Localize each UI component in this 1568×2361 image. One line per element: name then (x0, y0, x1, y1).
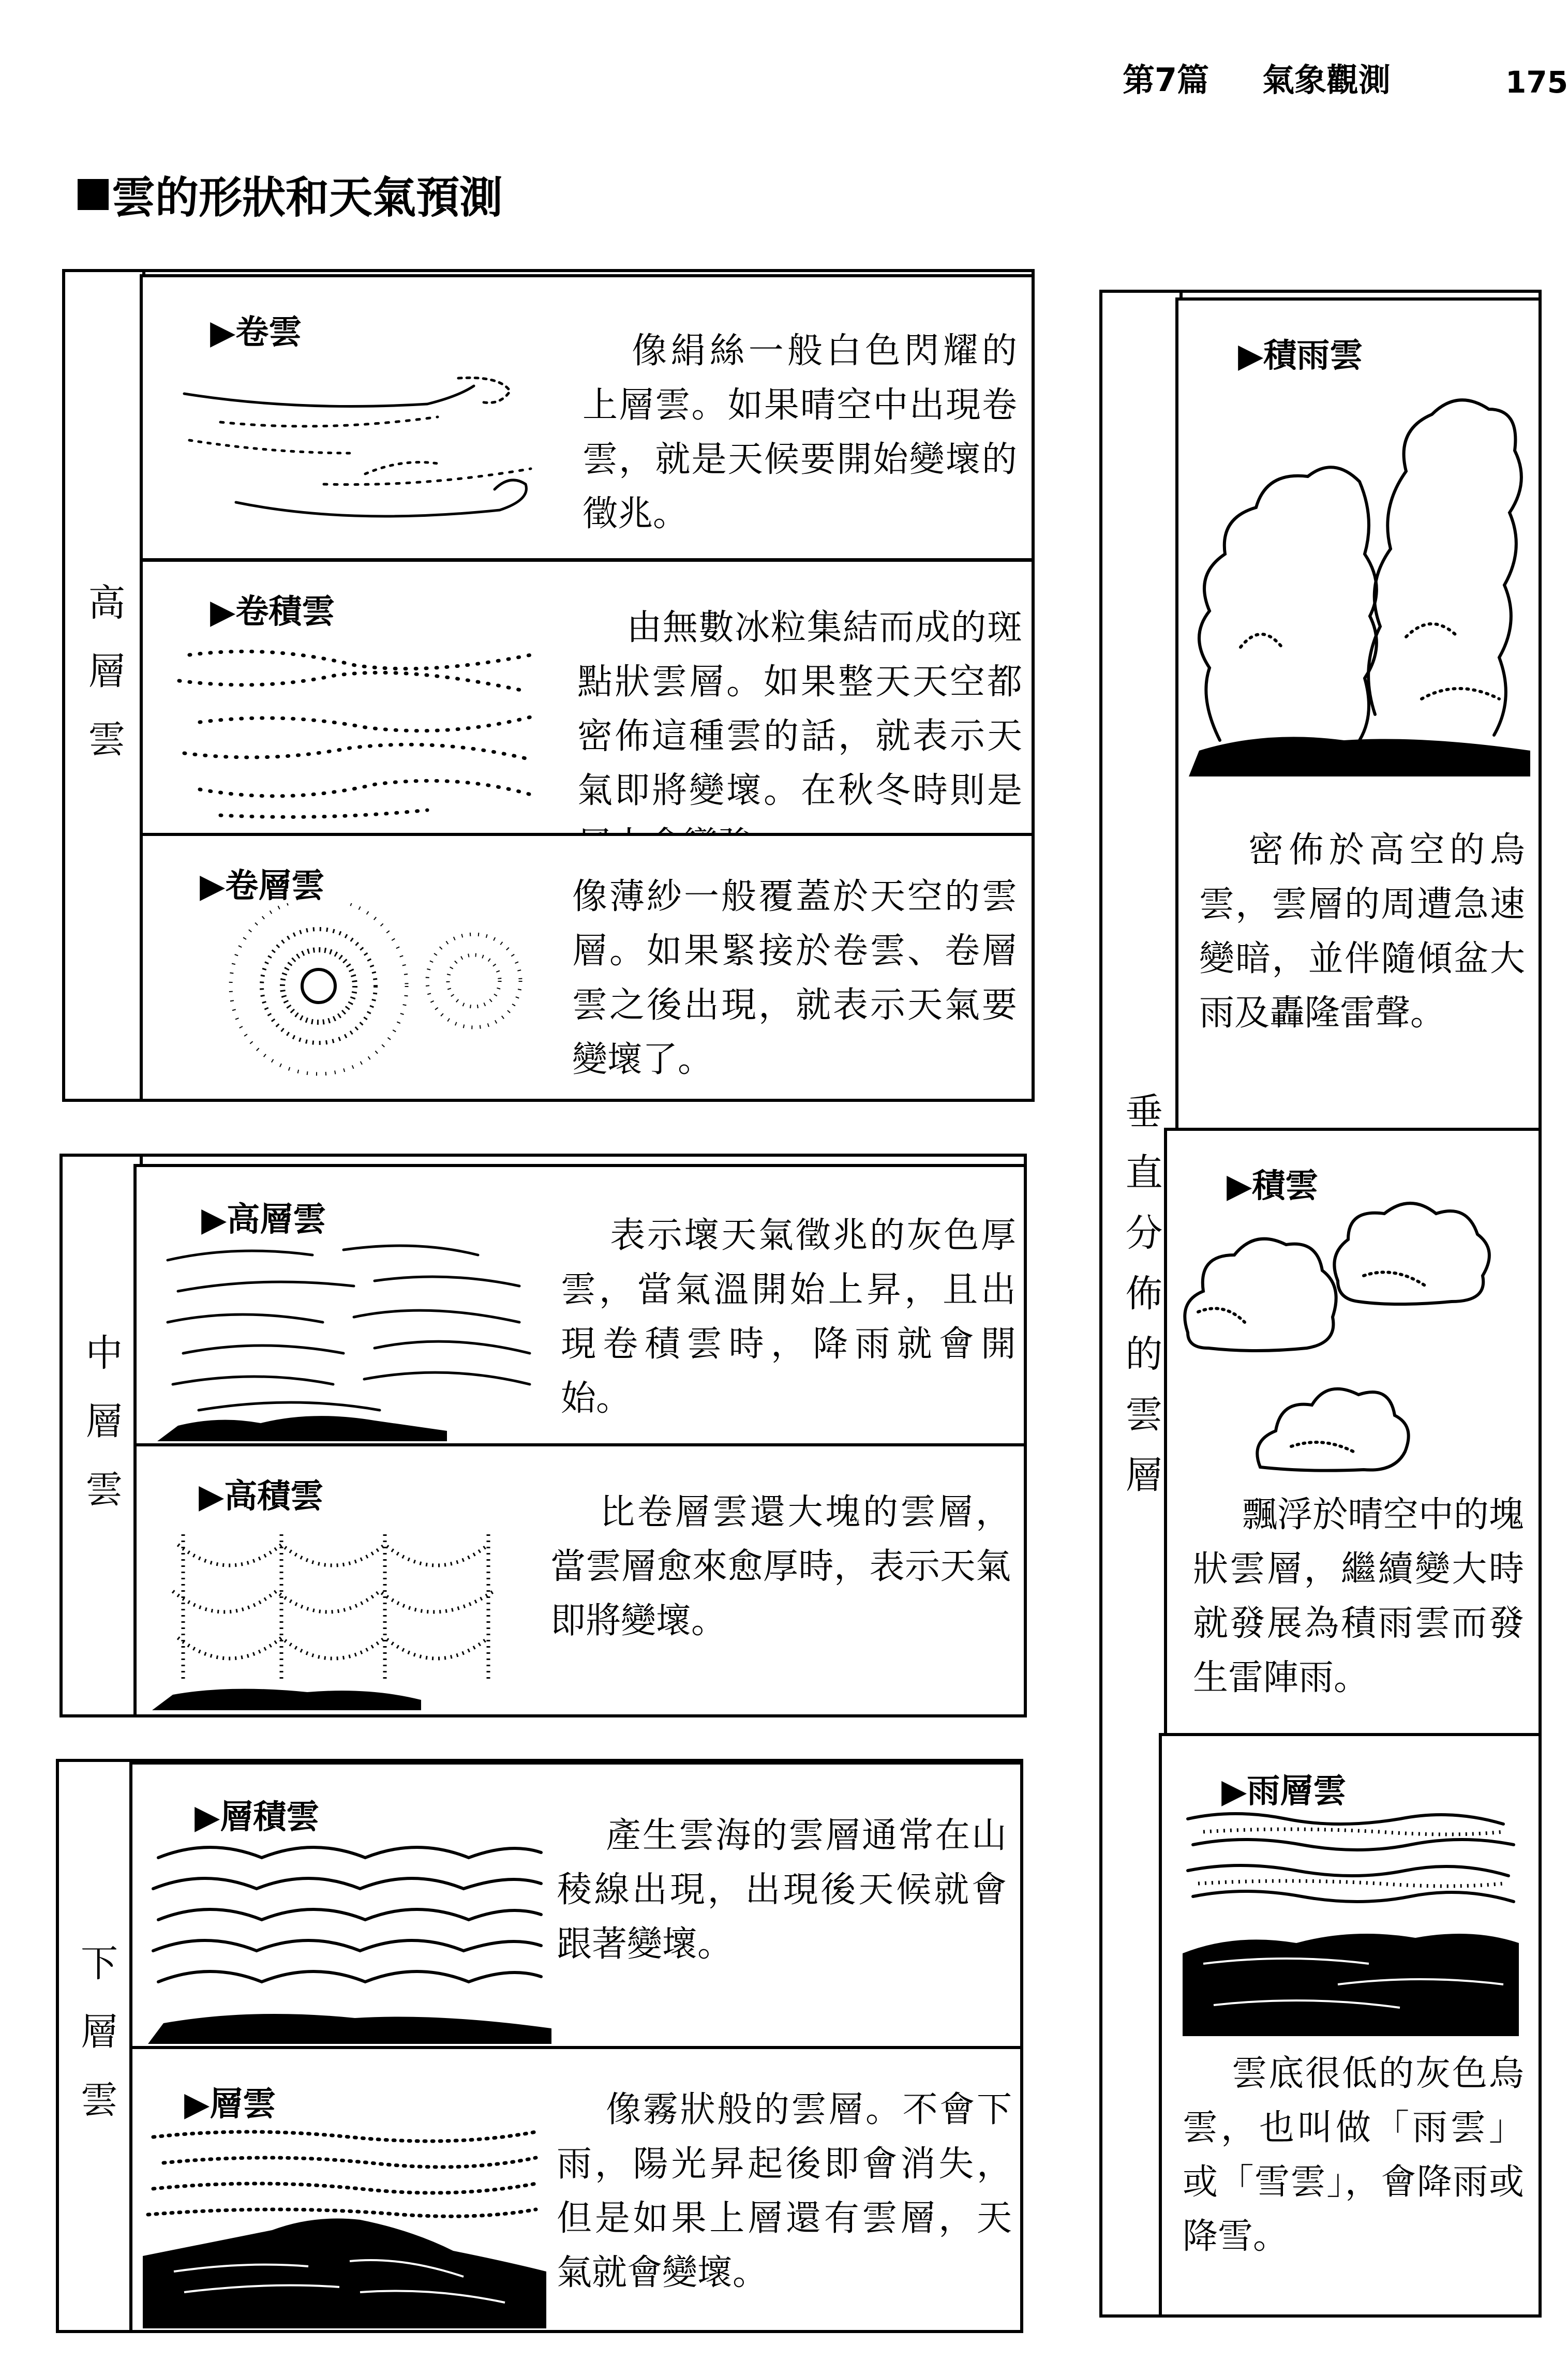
group-label-low-text: 下層雲 (74, 1944, 118, 2148)
sun-icon (302, 969, 335, 1003)
cumulonimbus-illustration (1189, 378, 1530, 776)
cloud-description: 像霧狀般的雲層。不會下雨，陽光昇起後即會消失，但是如果上層還有雲層，天氣就會變壞。 (557, 2089, 1012, 2293)
chapter-label: 第7篇 (1123, 61, 1209, 99)
section-label: 氣象觀測 (1262, 61, 1391, 99)
cirrocumulus-illustration (169, 634, 562, 826)
page-number: 175 (1505, 65, 1568, 100)
cloud-description: 產生雲海的雲層通常在山稜線出現，出現後天候就會跟著變壞。 (557, 1815, 1007, 1965)
cloud-name: ▶積雲 (1227, 1167, 1319, 1205)
nimbostratus-illustration (1183, 1809, 1519, 2036)
cloud-box-cumulus (1164, 1128, 1542, 1738)
cloud-description: 表示壞天氣徵兆的灰色厚雲，當氣溫開始上昇，且出現卷積雲時，降雨就會開始。 (561, 1215, 1016, 1419)
cloud-name: ▶卷積雲 (210, 593, 335, 631)
group-label-high (65, 272, 145, 1099)
cloud-box-cirrocumulus (140, 559, 1035, 838)
cloud-box-stratus (129, 2046, 1023, 2333)
cloud-name: ▶卷層雲 (200, 867, 325, 905)
cloud-name: ▶高積雲 (199, 1477, 324, 1516)
page-title (78, 163, 503, 226)
cloud-description: 像絹絲一般白色閃耀的上層雲。如果晴空中出現卷雲，就是天候要開始變壞的徵兆。 (583, 331, 1017, 534)
group-label-high-text: 高層雲 (82, 583, 126, 788)
cloud-name: ▶高層雲 (201, 1201, 326, 1239)
cloud-name: ▶層積雲 (195, 1798, 320, 1836)
cloud-box-altocumulus (133, 1443, 1027, 1717)
cloud-description: 雲底很低的灰色烏雲，也叫做「雨雲」或「雪雲」，會降雨或降雪。 (1183, 2053, 1524, 2257)
cirrostratus-illustration (163, 903, 567, 1095)
group-label-middle-text: 中層雲 (79, 1333, 123, 1538)
cloud-name: ▶雨層雲 (1221, 1772, 1347, 1811)
cloud-name: ▶層雲 (184, 2085, 276, 2124)
bullet-square-icon (78, 179, 109, 210)
cloud-box-altostratus (133, 1164, 1027, 1448)
cloud-box-nimbostratus (1159, 1733, 1542, 2318)
cloud-box-cirrostratus (140, 833, 1035, 1102)
altostratus-illustration (157, 1239, 550, 1441)
stratocumulus-illustration (148, 1837, 551, 2044)
cumulus-illustration (1177, 1198, 1534, 1488)
cirrus-illustration (169, 355, 562, 541)
group-label-low (59, 1762, 137, 2330)
cloud-name: ▶卷雲 (210, 313, 302, 352)
cloud-description: 比卷層雲還大塊的雲層，當雲層愈來愈厚時，表示天氣即將變壞。 (550, 1492, 1011, 1641)
page-title-text: 雲的形狀和天氣預測 (112, 172, 503, 223)
cloud-description: 像薄紗一般覆蓋於天空的雲層。如果緊接於卷雲、卷層雲之後出現，就表示天氣要變壞了。 (572, 876, 1017, 1080)
cloud-box-cumulonimbus (1175, 297, 1542, 1135)
cloud-box-stratocumulus (129, 1761, 1023, 2051)
stratus-illustration (143, 2127, 546, 2328)
group-label-vertical-text: 垂直分佈的雲層 (1119, 1092, 1163, 1516)
cloud-description: 由無數冰粒集結而成的斑點狀雲層。如果整天天空都密佈這種雲的話，就表示天氣即將變壞。在秋冬時則是 (577, 607, 1022, 811)
cloud-box-cirrus (140, 274, 1035, 561)
cloud-name: ▶積雨雲 (1238, 337, 1363, 375)
altocumulus-illustration (152, 1514, 545, 1710)
cloud-description: 飄浮於晴空中的塊狀雲層，繼續變大時就發展為積雨雲而發生雷陣雨。 (1193, 1495, 1524, 1698)
group-label-middle (63, 1157, 143, 1714)
cloud-description: 密佈於高空的烏雲，雲層的周遭急速變暗，並伴隨傾盆大雨及轟隆雷聲。 (1199, 830, 1525, 1034)
